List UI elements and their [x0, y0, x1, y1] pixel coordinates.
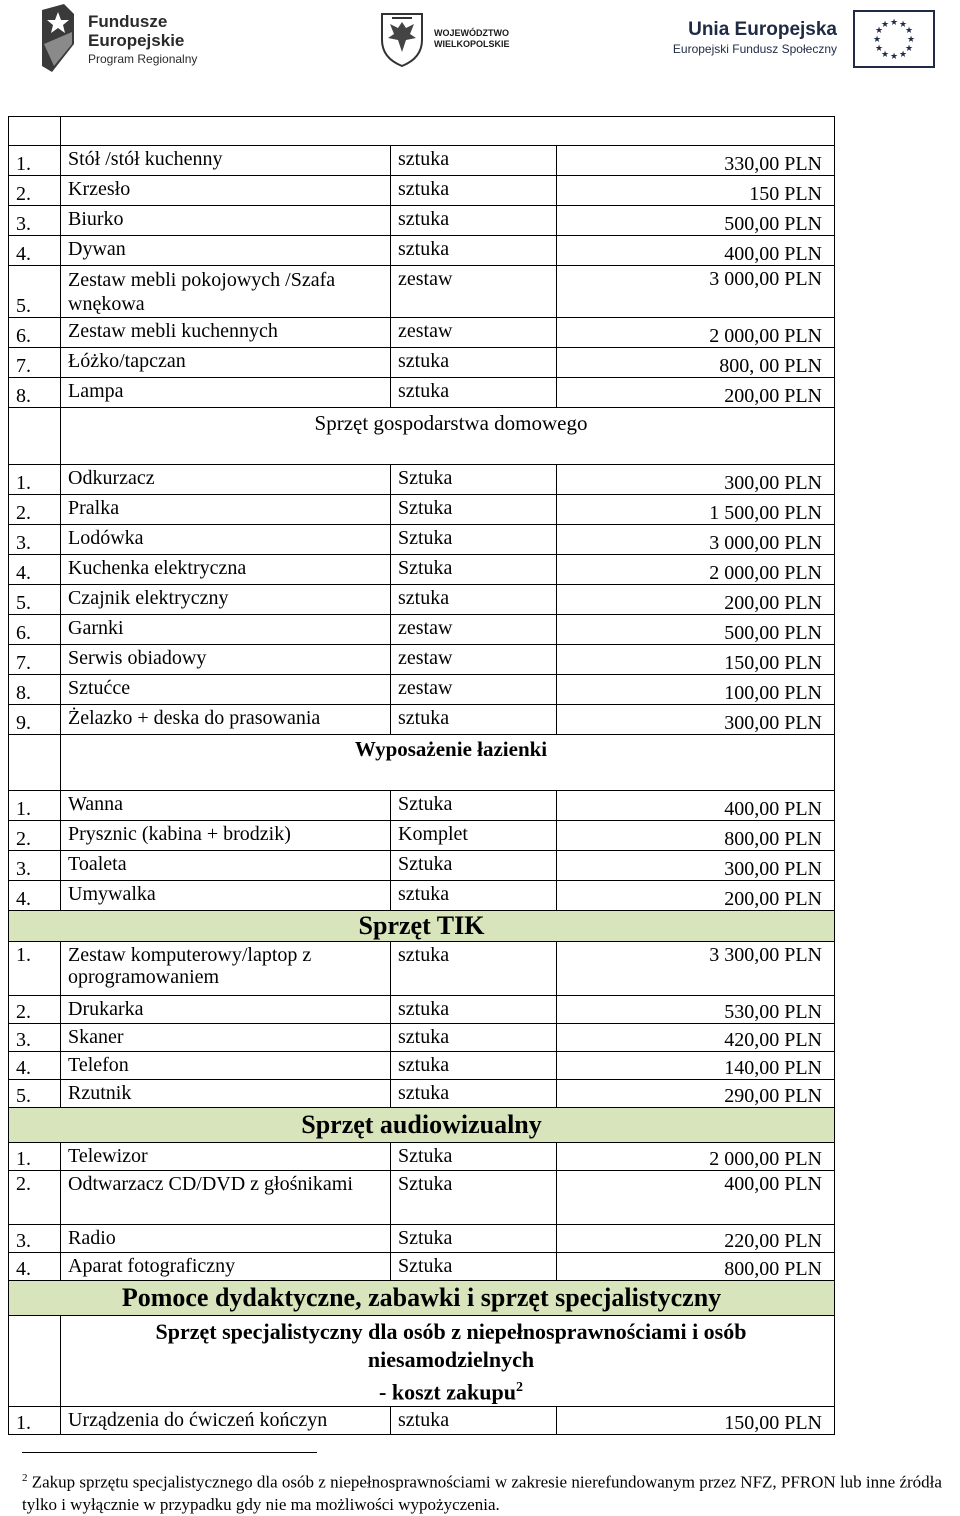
table-row	[9, 1253, 835, 1281]
item-unit: zestaw	[391, 318, 557, 348]
section-header-bathroom	[9, 735, 835, 791]
wielkopolska-logo	[378, 10, 548, 72]
svg-text:★: ★	[874, 44, 884, 54]
item-price: 200,00 PLN	[557, 881, 835, 911]
item-name: Sztućce	[61, 675, 391, 705]
table-row	[9, 206, 835, 236]
item-number: 2.	[9, 821, 61, 851]
item-price: 400,00 PLN	[557, 236, 835, 266]
fe-star-mark-icon	[38, 4, 78, 72]
fe-line3: Program Regionalny	[88, 52, 198, 66]
item-price: 3 000,00 PLN	[557, 266, 835, 318]
item-name: Urządzenia do ćwiczeń kończyn	[61, 1407, 391, 1435]
table-row	[9, 942, 835, 996]
item-price: 200,00 PLN	[557, 585, 835, 615]
svg-text:★: ★	[889, 52, 899, 62]
item-number: 5.	[9, 1080, 61, 1108]
table-row	[9, 705, 835, 735]
item-number: 4.	[9, 1052, 61, 1080]
table-row	[9, 1024, 835, 1052]
item-price: 2 000,00 PLN	[557, 318, 835, 348]
table-row	[9, 555, 835, 585]
item-price: 300,00 PLN	[557, 705, 835, 735]
item-unit: zestaw	[391, 645, 557, 675]
footnote-reference[interactable]: 2	[515, 1380, 523, 1395]
item-unit: sztuka	[391, 881, 557, 911]
item-price: 800, 00 PLN	[557, 348, 835, 378]
item-price: 300,00 PLN	[557, 851, 835, 881]
footnote-separator	[22, 1452, 317, 1453]
item-name: Skaner	[61, 1024, 391, 1052]
item-unit: sztuka	[391, 176, 557, 206]
table-row	[9, 1171, 835, 1225]
item-price: 800,00 PLN	[557, 821, 835, 851]
item-price: 3 000,00 PLN	[557, 525, 835, 555]
table-row	[9, 645, 835, 675]
item-name: Serwis obiadowy	[61, 645, 391, 675]
item-price: 290,00 PLN	[557, 1080, 835, 1108]
item-name: Kuchenka elektryczna	[61, 555, 391, 585]
item-price: 220,00 PLN	[557, 1225, 835, 1253]
item-unit: sztuka	[391, 378, 557, 408]
item-name: Stół /stół kuchenny	[61, 146, 391, 176]
item-name: Lodówka	[61, 525, 391, 555]
subtitle-line2: niesamodzielnych	[367, 1347, 535, 1372]
svg-text:★: ★	[898, 50, 908, 60]
subtitle-line3: - koszt zakupu	[379, 1379, 516, 1405]
table-row	[9, 585, 835, 615]
item-unit: zestaw	[391, 615, 557, 645]
item-name: Telefon	[61, 1052, 391, 1080]
item-number: 9.	[9, 705, 61, 735]
section-header-audiovisual	[9, 1108, 835, 1143]
item-price: 300,00 PLN	[557, 465, 835, 495]
item-unit: Sztuka	[391, 525, 557, 555]
unia-europejska-logo	[655, 10, 937, 70]
item-number: 2.	[9, 996, 61, 1024]
item-name: Łóżko/tapczan	[61, 348, 391, 378]
table-row	[9, 236, 835, 266]
item-unit: sztuka	[391, 236, 557, 266]
table-row	[9, 996, 835, 1024]
region-line2: WIELKOPOLSKIE	[434, 39, 510, 49]
logo-bar	[0, 0, 960, 80]
svg-text:★: ★	[898, 20, 908, 30]
item-price: 2 000,00 PLN	[557, 1143, 835, 1171]
subtitle-line1: Sprzęt specjalistyczny dla osób z niepełnosprawnościami i osób	[155, 1319, 747, 1344]
table-row	[9, 348, 835, 378]
item-price: 330,00 PLN	[557, 146, 835, 176]
item-unit: Sztuka	[391, 1225, 557, 1253]
svg-text:★: ★	[904, 44, 914, 54]
item-unit: Sztuka	[391, 555, 557, 585]
svg-text:★: ★	[889, 18, 899, 28]
section-title: Sprzęt TIK	[9, 911, 835, 942]
item-number: 2.	[9, 495, 61, 525]
table-row	[9, 146, 835, 176]
footnote	[22, 1467, 952, 1516]
table-row	[9, 525, 835, 555]
item-name: Odtwarzacz CD/DVD z głośnikami	[61, 1171, 391, 1225]
table-row	[9, 1143, 835, 1171]
table-row	[9, 465, 835, 495]
item-unit: sztuka	[391, 146, 557, 176]
item-unit: sztuka	[391, 1052, 557, 1080]
item-number: 1.	[9, 791, 61, 821]
table-row	[9, 266, 835, 318]
table-row	[9, 1080, 835, 1108]
svg-text:★: ★	[874, 26, 884, 36]
eagle-crest-icon	[378, 10, 426, 68]
item-number: 3.	[9, 525, 61, 555]
item-name: Toaleta	[61, 851, 391, 881]
item-unit: zestaw	[391, 675, 557, 705]
svg-text:★: ★	[880, 20, 890, 30]
item-price: 400,00 PLN	[557, 1171, 835, 1225]
table-header-row	[9, 117, 835, 146]
item-price: 150,00 PLN	[557, 1407, 835, 1435]
table-row	[9, 1407, 835, 1435]
item-name: Telewizor	[61, 1143, 391, 1171]
section-header-tik	[9, 911, 835, 942]
item-name: Umywalka	[61, 881, 391, 911]
item-name: Aparat fotograficzny	[61, 1253, 391, 1281]
svg-text:★: ★	[872, 35, 882, 45]
item-name: Krzesło	[61, 176, 391, 206]
item-unit: sztuka	[391, 1407, 557, 1435]
ue-line2: Europejski Fundusz Społeczny	[672, 42, 837, 56]
item-unit: sztuka	[391, 942, 557, 996]
item-unit: Sztuka	[391, 1143, 557, 1171]
item-price: 150 PLN	[557, 176, 835, 206]
table-row	[9, 791, 835, 821]
table-row	[9, 615, 835, 645]
item-price: 500,00 PLN	[557, 615, 835, 645]
table-row	[9, 378, 835, 408]
item-name: Garnki	[61, 615, 391, 645]
item-number: 4.	[9, 881, 61, 911]
item-name: Radio	[61, 1225, 391, 1253]
item-number: 3.	[9, 851, 61, 881]
footnote-marker: 2	[22, 1472, 28, 1484]
item-price: 150,00 PLN	[557, 645, 835, 675]
item-number: 6.	[9, 318, 61, 348]
item-number: 4.	[9, 1253, 61, 1281]
item-number: 1.	[9, 146, 61, 176]
table-row	[9, 176, 835, 206]
item-price: 420,00 PLN	[557, 1024, 835, 1052]
item-number: 3.	[9, 1225, 61, 1253]
item-price: 100,00 PLN	[557, 675, 835, 705]
section-title: Sprzęt gospodarstwa domowego	[61, 408, 835, 465]
item-name: Pralka	[61, 495, 391, 525]
item-number: 6.	[9, 615, 61, 645]
item-number: 1.	[9, 465, 61, 495]
item-name: Zestaw mebli kuchennych	[61, 318, 391, 348]
item-name: Drukarka	[61, 996, 391, 1024]
item-number: 4.	[9, 555, 61, 585]
section-header-household	[9, 408, 835, 465]
item-name: Lampa	[61, 378, 391, 408]
section-title: Pomoce dydaktyczne, zabawki i sprzęt specjalistyczny	[9, 1281, 835, 1316]
item-name: Prysznic (kabina + brodzik)	[61, 821, 391, 851]
item-name: Odkurzacz	[61, 465, 391, 495]
item-number: 1.	[9, 942, 61, 996]
section-subheader-specialist	[9, 1316, 835, 1407]
footnote-text: Zakup sprzętu specjalistycznego dla osób z niepełnosprawnościami w zakresie nierefundowanym przez NFZ, PFRON lub inne źródła tylko i wyłącznie w przypadku gdy nie ma możliwości wypożyczenia.	[22, 1472, 942, 1514]
item-name: Żelazko + deska do prasowania	[61, 705, 391, 735]
item-price: 800,00 PLN	[557, 1253, 835, 1281]
item-unit: Sztuka	[391, 791, 557, 821]
item-number: 1.	[9, 1143, 61, 1171]
item-unit: Sztuka	[391, 495, 557, 525]
item-name: Zestaw komputerowy/laptop z oprogramowaniem	[61, 942, 391, 996]
item-price: 400,00 PLN	[557, 791, 835, 821]
item-price: 500,00 PLN	[557, 206, 835, 236]
item-unit: Sztuka	[391, 1253, 557, 1281]
section-header-didactic	[9, 1281, 835, 1316]
table-row	[9, 675, 835, 705]
item-price: 140,00 PLN	[557, 1052, 835, 1080]
table-row	[9, 881, 835, 911]
item-number: 3.	[9, 1024, 61, 1052]
item-name: Zestaw mebli pokojowych /Szafa wnękowa	[61, 266, 391, 318]
item-name: Czajnik elektryczny	[61, 585, 391, 615]
item-number: 8.	[9, 378, 61, 408]
item-unit: Sztuka	[391, 1171, 557, 1225]
table-row	[9, 495, 835, 525]
table-row	[9, 851, 835, 881]
section-subtitle	[61, 1316, 835, 1407]
item-price: 2 000,00 PLN	[557, 555, 835, 585]
item-number: 7.	[9, 348, 61, 378]
svg-text:★: ★	[880, 50, 890, 60]
item-name: Wanna	[61, 791, 391, 821]
table-row	[9, 1052, 835, 1080]
item-unit: Sztuka	[391, 851, 557, 881]
item-unit: Komplet	[391, 821, 557, 851]
item-price: 1 500,00 PLN	[557, 495, 835, 525]
item-number: 1.	[9, 1407, 61, 1435]
svg-text:★: ★	[906, 35, 916, 45]
item-number: 4.	[9, 236, 61, 266]
item-unit: sztuka	[391, 996, 557, 1024]
item-unit: Sztuka	[391, 465, 557, 495]
ue-line1: Unia Europejska	[688, 19, 837, 40]
item-unit: zestaw	[391, 266, 557, 318]
item-name: Rzutnik	[61, 1080, 391, 1108]
item-number: 2.	[9, 1171, 61, 1225]
item-number: 5.	[9, 266, 61, 318]
item-price: 530,00 PLN	[557, 996, 835, 1024]
item-number: 2.	[9, 176, 61, 206]
svg-text:★: ★	[904, 26, 914, 36]
item-unit: sztuka	[391, 585, 557, 615]
item-price: 3 300,00 PLN	[557, 942, 835, 996]
section-title: Sprzęt audiowizualny	[9, 1108, 835, 1143]
table-row	[9, 318, 835, 348]
item-price: 200,00 PLN	[557, 378, 835, 408]
item-unit: sztuka	[391, 206, 557, 236]
item-name: Biurko	[61, 206, 391, 236]
item-unit: sztuka	[391, 348, 557, 378]
table-row	[9, 1225, 835, 1253]
item-unit: sztuka	[391, 1080, 557, 1108]
item-unit: sztuka	[391, 1024, 557, 1052]
section-title: Wyposażenie łazienki	[61, 735, 835, 791]
item-number: 5.	[9, 585, 61, 615]
fundusze-europejskie-logo	[38, 4, 238, 74]
item-name: Dywan	[61, 236, 391, 266]
item-number: 8.	[9, 675, 61, 705]
fe-line1: Fundusze	[88, 12, 168, 31]
price-table	[8, 116, 835, 1435]
fe-line2: Europejskie	[88, 31, 185, 50]
eu-flag-icon	[853, 10, 935, 68]
item-number: 7.	[9, 645, 61, 675]
item-number: 3.	[9, 206, 61, 236]
region-line1: WOJEWÓDZTWO	[434, 28, 509, 38]
item-unit: sztuka	[391, 705, 557, 735]
table-row	[9, 821, 835, 851]
